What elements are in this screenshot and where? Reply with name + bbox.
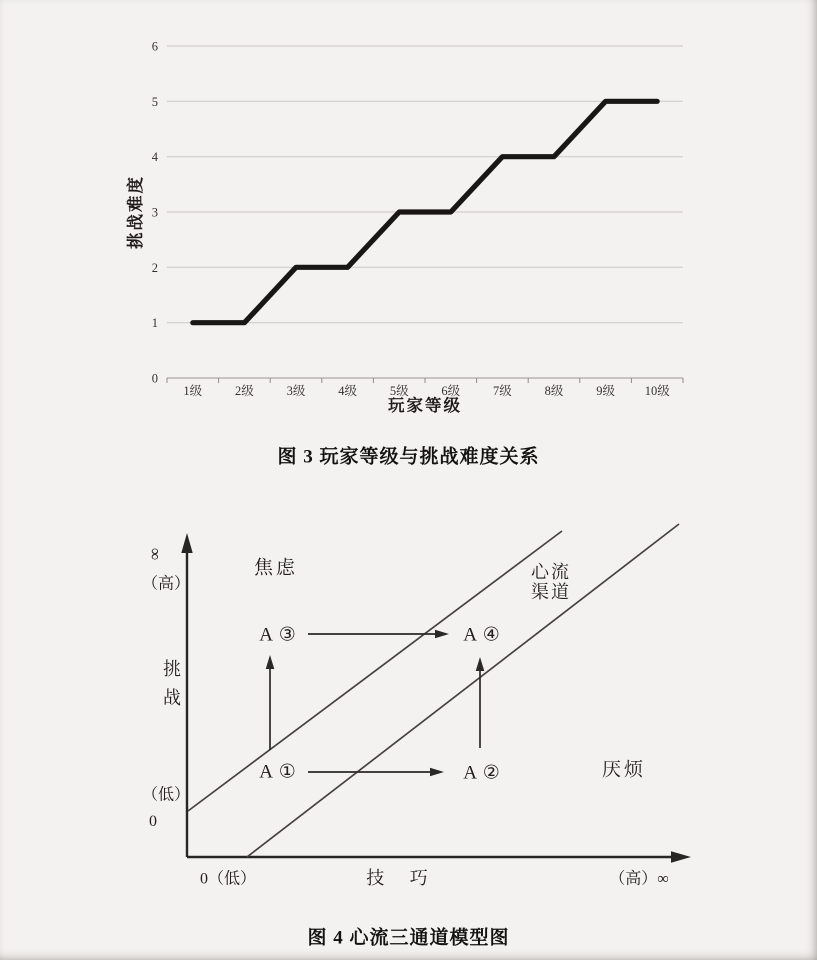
x-tick-label: 2级: [235, 384, 254, 398]
point-a4-label: A ④: [463, 624, 501, 646]
x-tick-label: 8级: [544, 384, 564, 398]
anxiety-region-label: 焦虑: [253, 557, 299, 579]
x-tick-label: 9级: [596, 384, 615, 398]
y-tick-label: 3: [151, 205, 158, 220]
x-tick-label: 3级: [286, 384, 306, 398]
y-axis-title: [163, 655, 181, 713]
y-tick-label: 4: [151, 150, 158, 165]
arrow-a2-a4-head: [476, 657, 485, 671]
arrow-a1-a3-head: [266, 655, 275, 669]
x-axis-high-label: （高）∞: [609, 870, 669, 888]
flow-channel-upper-line: [188, 531, 562, 811]
figure3-chart: [0, 0, 817, 430]
figure3-plot-svg: [0, 0, 817, 430]
flow-channel-label-line2: 渠道: [531, 582, 571, 602]
y-tick-label: 1: [151, 316, 158, 331]
y-axis-high-label: （高）: [141, 575, 191, 593]
x-tick-label: 5级: [389, 384, 409, 398]
boredom-region-label: 厌烦: [601, 759, 647, 781]
y-axis-title-char2: 战: [163, 688, 181, 708]
point-a3-label: A ③: [259, 624, 297, 646]
x-axis-origin-label: 0（低）: [199, 870, 257, 888]
plot-y-axis-title: 挑战难度: [126, 175, 145, 249]
x-tick-label: 6级: [441, 384, 461, 398]
y-axis-low-label: （低）: [141, 786, 191, 804]
flow-channel-label-line1: 心流: [531, 562, 571, 582]
flow-channel-lower-line: [247, 524, 679, 857]
arrow-a1-a2-head: [430, 768, 444, 777]
y-axis-arrowhead: [181, 533, 192, 553]
y-tick-label: 6: [151, 39, 158, 54]
point-a1-label: A ①: [259, 761, 297, 783]
figure4-diagram: [0, 470, 817, 960]
y-tick-label: 2: [151, 260, 158, 275]
flow-channel-label: [531, 562, 571, 602]
plot-x-axis-title: 玩家等级: [388, 396, 462, 415]
x-tick-label: 7级: [493, 384, 512, 398]
x-tick-label: 4级: [338, 384, 357, 398]
x-tick-label: 1级: [183, 384, 203, 398]
point-a2-label: A ②: [463, 762, 501, 784]
arrow-a3-a4-head: [435, 630, 449, 639]
figure4-caption: 图 4 心流三通道模型图: [307, 927, 510, 949]
x-axis-arrowhead: [671, 851, 691, 862]
figure3-caption: 图 3 玩家等级与挑战难度关系: [277, 446, 540, 468]
y-tick-label: 0: [151, 371, 158, 386]
y-axis-zero-label: 0: [149, 813, 157, 830]
x-tick-label: 10级: [644, 384, 670, 398]
x-axis-title: 技 巧: [366, 868, 434, 888]
y-tick-label: 5: [151, 94, 158, 109]
y-axis-infinity-label: ∞: [146, 547, 165, 561]
y-axis-title-char1: 挑: [163, 659, 181, 679]
